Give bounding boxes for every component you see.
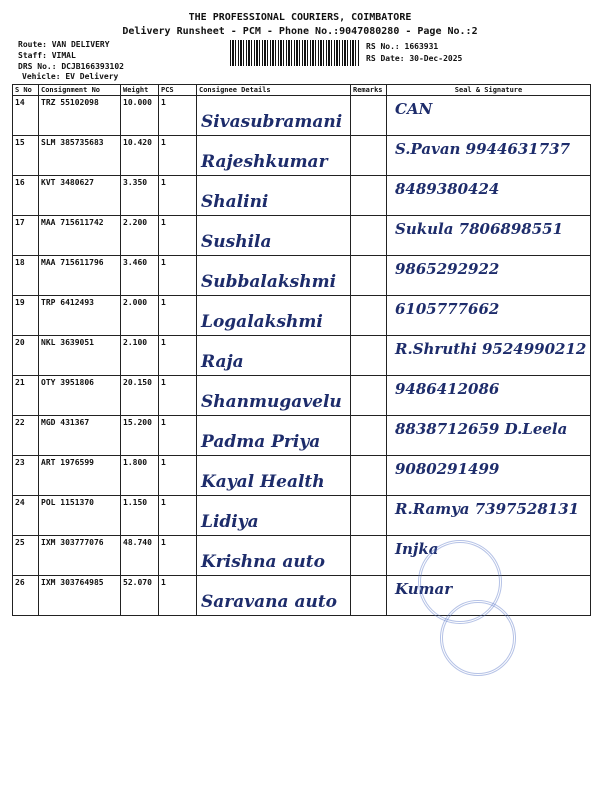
row-sno: 20 xyxy=(13,336,39,376)
row-remarks xyxy=(351,256,387,296)
row-signature-handwriting: R.Shruthi 9524990212 xyxy=(395,340,587,358)
row-pcs: 1 xyxy=(159,96,197,136)
route-label: Route: VAN DELIVERY xyxy=(18,40,110,49)
table-row xyxy=(13,376,591,416)
row-consignment-no: MGD 431367 xyxy=(39,416,121,456)
row-pcs: 1 xyxy=(159,456,197,496)
row-sno: 26 xyxy=(13,576,39,616)
row-remarks xyxy=(351,136,387,176)
row-consignee-cell xyxy=(197,536,351,576)
row-weight: 10.420 xyxy=(121,136,159,176)
row-pcs: 1 xyxy=(159,496,197,536)
table-row xyxy=(13,136,591,176)
row-consignment-no: OTY 3951806 xyxy=(39,376,121,416)
row-consignee-handwriting: Shanmugavelu xyxy=(201,392,342,412)
col-header-consignment: Consignment No xyxy=(39,85,121,96)
row-signature-cell xyxy=(387,376,591,416)
courier-seal-stamp-2 xyxy=(440,600,516,676)
row-weight: 1.800 xyxy=(121,456,159,496)
row-signature-handwriting: Kumar xyxy=(395,580,453,598)
table-row xyxy=(13,456,591,496)
row-signature-handwriting: Sukula 7806898551 xyxy=(395,220,564,238)
row-consignee-handwriting: Padma Priya xyxy=(201,432,321,452)
row-pcs: 1 xyxy=(159,576,197,616)
row-signature-cell xyxy=(387,336,591,376)
row-consignee-cell xyxy=(197,216,351,256)
row-consignee-cell xyxy=(197,256,351,296)
row-consignment-no: POL 1151370 xyxy=(39,496,121,536)
col-header-pcs: PCS xyxy=(159,85,197,96)
row-remarks xyxy=(351,96,387,136)
row-consignee-handwriting: Logalakshmi xyxy=(201,312,323,332)
row-consignee-cell xyxy=(197,496,351,536)
row-signature-handwriting: 6105777662 xyxy=(395,300,500,318)
row-pcs: 1 xyxy=(159,176,197,216)
row-remarks xyxy=(351,336,387,376)
col-header-sno: S No xyxy=(13,85,39,96)
row-signature-cell xyxy=(387,256,591,296)
row-weight: 2.200 xyxy=(121,216,159,256)
row-consignee-cell xyxy=(197,456,351,496)
col-header-weight: Weight xyxy=(121,85,159,96)
row-weight: 48.740 xyxy=(121,536,159,576)
row-consignee-handwriting: Saravana auto xyxy=(201,592,338,612)
row-sno: 18 xyxy=(13,256,39,296)
row-consignment-no: IXM 303777076 xyxy=(39,536,121,576)
row-signature-handwriting: 9865292922 xyxy=(395,260,500,278)
row-signature-cell xyxy=(387,456,591,496)
row-remarks xyxy=(351,216,387,256)
rs-number: RS No.: 1663931 xyxy=(366,42,439,51)
row-signature-handwriting: 9080291499 xyxy=(395,460,500,478)
row-consignee-cell xyxy=(197,96,351,136)
col-header-remarks: Remarks xyxy=(351,85,387,96)
vehicle-label: Vehicle: EV Delivery xyxy=(22,72,119,81)
row-consignee-cell xyxy=(197,136,351,176)
staff-label: Staff: VIMAL xyxy=(18,51,76,60)
row-consignee-handwriting: Lidiya xyxy=(201,512,259,532)
row-signature-handwriting: CAN xyxy=(395,100,433,118)
row-signature-handwriting: 8489380424 xyxy=(395,180,500,198)
row-signature-handwriting: S.Pavan 9944631737 xyxy=(395,140,571,158)
row-remarks xyxy=(351,296,387,336)
row-consignment-no: KVT 3480627 xyxy=(39,176,121,216)
row-pcs: 1 xyxy=(159,376,197,416)
table-row xyxy=(13,336,591,376)
table-row xyxy=(13,256,591,296)
row-weight: 10.000 xyxy=(121,96,159,136)
row-weight: 52.070 xyxy=(121,576,159,616)
row-consignee-handwriting: Kayal Health xyxy=(201,472,325,492)
barcode xyxy=(230,40,360,66)
row-signature-cell xyxy=(387,416,591,456)
row-signature-handwriting: Injka xyxy=(395,540,439,558)
row-pcs: 1 xyxy=(159,336,197,376)
row-sno: 22 xyxy=(13,416,39,456)
row-consignee-cell xyxy=(197,336,351,376)
table-row xyxy=(13,176,591,216)
row-signature-handwriting: R.Ramya 7397528131 xyxy=(395,500,580,518)
row-weight: 2.100 xyxy=(121,336,159,376)
row-consignee-cell xyxy=(197,416,351,456)
col-header-consignee: Consignee Details xyxy=(197,85,351,96)
company-title: THE PROFESSIONAL COURIERS, COIMBATORE xyxy=(188,12,412,23)
row-consignee-handwriting: Rajeshkumar xyxy=(201,152,328,172)
row-pcs: 1 xyxy=(159,216,197,256)
row-signature-cell xyxy=(387,296,591,336)
row-remarks xyxy=(351,376,387,416)
row-signature-cell xyxy=(387,96,591,136)
row-remarks xyxy=(351,176,387,216)
row-pcs: 1 xyxy=(159,256,197,296)
table-row xyxy=(13,496,591,536)
row-signature-handwriting: 8838712659 D.Leela xyxy=(395,420,568,438)
rs-date: RS Date: 30-Dec-2025 xyxy=(366,54,463,63)
row-consignee-cell xyxy=(197,296,351,336)
row-consignee-handwriting: Krishna auto xyxy=(201,552,325,572)
row-weight: 3.350 xyxy=(121,176,159,216)
row-sno: 24 xyxy=(13,496,39,536)
row-remarks xyxy=(351,576,387,616)
table-header-row xyxy=(13,85,591,96)
row-weight: 1.150 xyxy=(121,496,159,536)
row-sno: 19 xyxy=(13,296,39,336)
row-consignment-no: TRP 6412493 xyxy=(39,296,121,336)
row-weight: 3.460 xyxy=(121,256,159,296)
row-remarks xyxy=(351,496,387,536)
row-consignee-cell xyxy=(197,176,351,216)
table-row xyxy=(13,216,591,256)
row-consignment-no: NKL 3639051 xyxy=(39,336,121,376)
row-sno: 21 xyxy=(13,376,39,416)
row-signature-cell xyxy=(387,136,591,176)
drs-label: DRS No.: DCJB166393102 xyxy=(18,62,124,71)
row-sno: 25 xyxy=(13,536,39,576)
row-consignee-cell xyxy=(197,576,351,616)
row-sno: 16 xyxy=(13,176,39,216)
row-sno: 23 xyxy=(13,456,39,496)
row-consignment-no: IXM 303764985 xyxy=(39,576,121,616)
row-pcs: 1 xyxy=(159,536,197,576)
row-consignee-handwriting: Sivasubramani xyxy=(201,112,343,132)
row-consignment-no: MAA 715611742 xyxy=(39,216,121,256)
row-consignee-handwriting: Shalini xyxy=(201,192,269,212)
row-weight: 20.150 xyxy=(121,376,159,416)
row-consignment-no: ART 1976599 xyxy=(39,456,121,496)
row-consignee-handwriting: Sushila xyxy=(201,232,272,252)
row-remarks xyxy=(351,536,387,576)
row-sno: 15 xyxy=(13,136,39,176)
row-sno: 14 xyxy=(13,96,39,136)
row-consignment-no: SLM 385735683 xyxy=(39,136,121,176)
row-remarks xyxy=(351,456,387,496)
row-sno: 17 xyxy=(13,216,39,256)
runsheet-subtitle: Delivery Runsheet - PCM - Phone No.:9047080280 - Page No.:2 xyxy=(122,26,478,37)
row-weight: 2.000 xyxy=(121,296,159,336)
runsheet-table xyxy=(12,84,591,616)
row-consignment-no: MAA 715611796 xyxy=(39,256,121,296)
row-signature-handwriting: 9486412086 xyxy=(395,380,500,398)
row-pcs: 1 xyxy=(159,136,197,176)
row-signature-cell xyxy=(387,216,591,256)
row-consignment-no: TRZ 55102098 xyxy=(39,96,121,136)
table-row xyxy=(13,296,591,336)
row-signature-cell xyxy=(387,176,591,216)
row-pcs: 1 xyxy=(159,296,197,336)
row-consignee-handwriting: Raja xyxy=(201,352,244,372)
table-row xyxy=(13,96,591,136)
row-consignee-cell xyxy=(197,376,351,416)
col-header-signature: Seal & Signature xyxy=(387,85,591,96)
row-pcs: 1 xyxy=(159,416,197,456)
row-remarks xyxy=(351,416,387,456)
row-signature-cell xyxy=(387,496,591,536)
table-row xyxy=(13,536,591,576)
row-weight: 15.200 xyxy=(121,416,159,456)
row-consignee-handwriting: Subbalakshmi xyxy=(201,272,337,292)
table-row xyxy=(13,416,591,456)
